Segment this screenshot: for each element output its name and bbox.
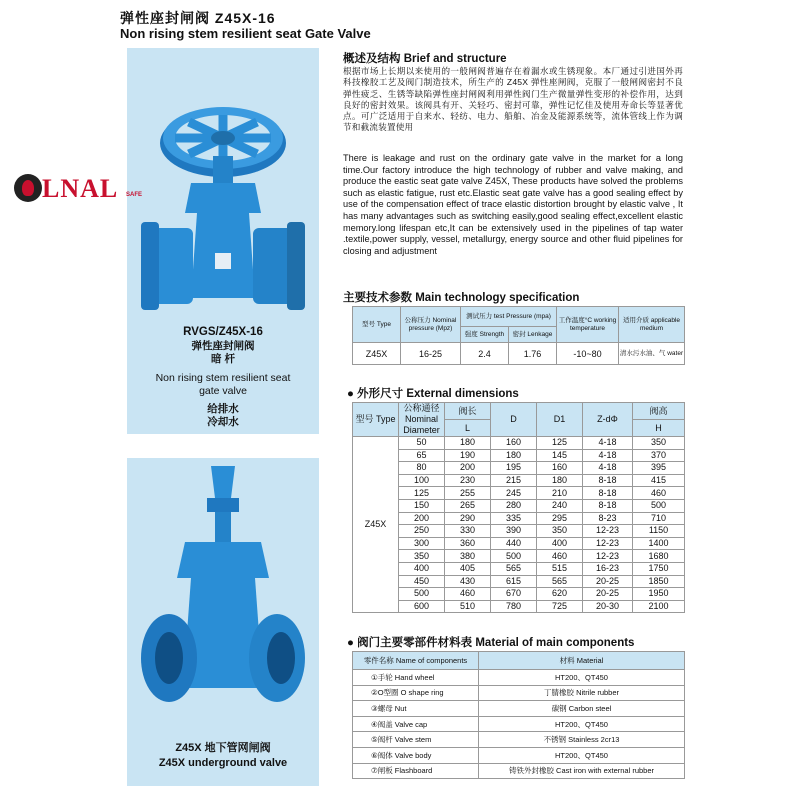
spec-header-strength: 强度 Strength — [461, 327, 509, 343]
table-cell: 12-23 — [583, 537, 633, 550]
table-cell: 160 — [537, 462, 583, 475]
table-cell: 460 — [537, 550, 583, 563]
mat-header-name: 零件名称 Name of components — [353, 652, 479, 670]
table-cell: 20-25 — [583, 588, 633, 601]
table-cell: 1950 — [633, 588, 685, 601]
table-cell: 725 — [537, 600, 583, 613]
overview-text-en: There is leakage and rust on the ordinary gate valve in the market for a long time.Our factory introduce the high technology of rubber and valve making, and produce the eastic seat gate valve Z45X, These products have solved the problems such as elastic fatigue, rust etc.Elastic seat gate valve has a good sealing effect by use of the compensation effect of trace elastic distortion brought by elastic valve , It has many advantages such as switching easily,good sealing effect,excellent elastic memory.long lifespan etc,It can be extensively used in the pipelines of tap water .textile,power supply, vessel, metallurgy, energy source and other fluid pipelines for closing and adjustment — [343, 153, 683, 256]
table-cell: 265 — [445, 499, 491, 512]
table-cell: 290 — [445, 512, 491, 525]
table-cell: 12-23 — [583, 550, 633, 563]
table-cell: 300 — [399, 537, 445, 550]
component-name-cell: ⑥阀体 Valve body — [353, 747, 479, 763]
table-cell: 450 — [399, 575, 445, 588]
table-cell: 4-18 — [583, 437, 633, 450]
component-material-cell: HT200、QT450 — [479, 670, 685, 686]
table-cell: 20-25 — [583, 575, 633, 588]
table-cell: 350 — [399, 550, 445, 563]
component-name-cell: ⑦闸板 Flashboard — [353, 763, 479, 779]
table-row — [353, 499, 685, 512]
spec-header-medium: 适用介质 applicable medium — [619, 307, 685, 343]
component-name-cell: ③螺母 Nut — [353, 701, 479, 717]
materials-heading: ● 阀门主要零部件材料表 Material of main components — [347, 637, 635, 649]
table-cell: 125 — [537, 437, 583, 450]
handwheel-gate-valve-image — [127, 48, 319, 323]
product1-name-en-1: Non rising stem resilient seat — [155, 372, 291, 384]
dim-header-h: H — [633, 420, 685, 437]
spec-header-temp: 工作温度°C working temperature — [557, 307, 619, 343]
spec-leakage: 1.76 — [509, 343, 557, 365]
table-row — [353, 763, 685, 779]
table-cell: 1680 — [633, 550, 685, 563]
dim-header-d1: D1 — [537, 403, 583, 437]
table-row — [353, 600, 685, 613]
table-cell: 620 — [537, 588, 583, 601]
table-cell: 515 — [537, 562, 583, 575]
table-cell: 190 — [445, 449, 491, 462]
logo-flame-shape — [22, 180, 34, 196]
table-cell: 395 — [633, 462, 685, 475]
table-row — [353, 732, 685, 748]
table-cell: 215 — [491, 474, 537, 487]
materials-table — [352, 651, 685, 779]
table-cell: 350 — [633, 437, 685, 450]
table-row — [353, 701, 685, 717]
spec-medium: 清水污水油、气 water — [619, 343, 685, 365]
dim-header-d: D — [491, 403, 537, 437]
dimensions-table — [352, 402, 685, 613]
materials-table-body — [353, 670, 685, 779]
table-cell: 360 — [445, 537, 491, 550]
table-cell: 500 — [633, 499, 685, 512]
product1-model: RVGS/Z45X-16 — [183, 326, 263, 338]
product1-use-2: 冷却水 — [207, 416, 239, 428]
underground-gate-valve-image — [127, 458, 319, 728]
table-cell: 250 — [399, 525, 445, 538]
dimensions-heading-text: 外形尺寸 External dimensions — [357, 388, 519, 400]
table-row — [353, 588, 685, 601]
spec-row — [353, 343, 685, 365]
page-title-en: Non rising stem resilient seat Gate Valve — [120, 26, 371, 41]
table-cell: 210 — [537, 487, 583, 500]
table-row — [353, 562, 685, 575]
table-cell: 195 — [491, 462, 537, 475]
spec-header-type: 型号 Type — [353, 307, 401, 343]
product-panel-1 — [127, 48, 319, 434]
table-cell: 200 — [445, 462, 491, 475]
product1-sub-cn: 暗 杆 — [211, 353, 235, 365]
spec-temp: -10~80 — [557, 343, 619, 365]
logo-subtext: SAFE — [126, 192, 143, 198]
table-row — [353, 670, 685, 686]
spec-nominal: 16-25 — [401, 343, 461, 365]
table-cell: 240 — [537, 499, 583, 512]
dim-header-h-cn: 阀高 — [633, 403, 685, 420]
table-cell: 12-23 — [583, 525, 633, 538]
table-cell: 500 — [399, 588, 445, 601]
table-row — [353, 525, 685, 538]
table-row — [353, 487, 685, 500]
table-cell: 100 — [399, 474, 445, 487]
dim-header-zd: Z-dΦ — [583, 403, 633, 437]
table-cell: 460 — [633, 487, 685, 500]
component-material-cell: 铸铁外封橡胶 Cast iron with external rubber — [479, 763, 685, 779]
component-name-cell: ②O型圈 O shape ring — [353, 685, 479, 701]
table-cell: 180 — [445, 437, 491, 450]
component-material-cell: HT200、QT450 — [479, 747, 685, 763]
table-cell: 710 — [633, 512, 685, 525]
table-cell: 390 — [491, 525, 537, 538]
table-row — [353, 685, 685, 701]
table-cell: 430 — [445, 575, 491, 588]
table-cell: 20-30 — [583, 600, 633, 613]
table-cell: 2100 — [633, 600, 685, 613]
table-cell: 230 — [445, 474, 491, 487]
component-name-cell: ⑤阀杆 Valve stem — [353, 732, 479, 748]
product1-name-cn: 弹性座封闸阀 — [191, 340, 255, 352]
table-cell: 8-18 — [583, 474, 633, 487]
table-cell: 4-18 — [583, 449, 633, 462]
dim-type-cell: Z45X — [353, 437, 399, 613]
page-title-cn: 弹性座封闸阀 Z45X-16 — [120, 10, 276, 26]
spec-heading: 主要技术参数 Main technology specification — [343, 292, 580, 304]
table-cell: 565 — [537, 575, 583, 588]
table-cell: 615 — [491, 575, 537, 588]
dimensions-heading: ● 外形尺寸 External dimensions — [347, 388, 519, 400]
component-name-cell: ④阀盖 Valve cap — [353, 716, 479, 732]
table-row — [353, 437, 685, 450]
mat-header-material: 材料 Material — [479, 652, 685, 670]
product1-name-en-2: gate valve — [199, 385, 247, 397]
table-cell: 1850 — [633, 575, 685, 588]
table-row — [353, 474, 685, 487]
table-cell: 200 — [399, 512, 445, 525]
table-cell: 400 — [537, 537, 583, 550]
table-cell: 8-23 — [583, 512, 633, 525]
table-cell: 150 — [399, 499, 445, 512]
table-cell: 670 — [491, 588, 537, 601]
table-cell: 1400 — [633, 537, 685, 550]
table-cell: 8-18 — [583, 487, 633, 500]
table-row — [353, 575, 685, 588]
spec-table — [352, 306, 685, 365]
table-cell: 370 — [633, 449, 685, 462]
component-material-cell: 不锈钢 Stainless 2cr13 — [479, 732, 685, 748]
product-panel-2 — [127, 458, 319, 786]
component-material-cell: 碳钢 Carbon steel — [479, 701, 685, 717]
table-cell: 565 — [491, 562, 537, 575]
materials-heading-text: 阀门主要零部件材料表 Material of main components — [357, 637, 635, 649]
table-cell: 1750 — [633, 562, 685, 575]
spec-type: Z45X — [353, 343, 401, 365]
logo-text: LNAL — [42, 174, 119, 203]
overview-text-cn: 根据市场上长期以来使用的一般闸阀普遍存在着漏水或生锈现象。本厂通过引进国外再科技橡胶工艺及阀门制造技术，所生产的 Z45X 弹性座闸阀，克服了一般闸阀密封不良弹性疲乏、生锈等缺陷弹性座封闸阀利用弹性阀门生产微量弹性变形的补偿作用，达到良好的密封效果。该阀具有开、关轻巧、密封可靠，弹性记忆佳及使用寿命长等显著优点。可广泛适用于自来水、轻纺、电力、船舶、冶金及能源系统等，流体管线上作为调节和截流装置使用 — [343, 66, 683, 133]
table-cell: 180 — [491, 449, 537, 462]
table-row — [353, 449, 685, 462]
table-cell: 50 — [399, 437, 445, 450]
spec-header-leakage: 密封 Lenkage — [509, 327, 557, 343]
dim-header-l-cn: 阀长 — [445, 403, 491, 420]
table-row — [353, 462, 685, 475]
table-cell: 160 — [491, 437, 537, 450]
table-cell: 780 — [491, 600, 537, 613]
table-cell: 245 — [491, 487, 537, 500]
product2-caption-en: Z45X underground valve — [158, 757, 288, 769]
table-cell: 380 — [445, 550, 491, 563]
dim-header-l: L — [445, 420, 491, 437]
table-row — [353, 537, 685, 550]
component-material-cell: 丁腈橡胶 Nitrile rubber — [479, 685, 685, 701]
overview-heading: 概述及结构 Brief and structure — [343, 53, 507, 65]
table-cell: 415 — [633, 474, 685, 487]
product2-caption-cn: Z45X 地下管网闸阀 — [175, 742, 271, 754]
table-cell: 500 — [491, 550, 537, 563]
table-row — [353, 716, 685, 732]
table-cell: 335 — [491, 512, 537, 525]
spec-strength: 2.4 — [461, 343, 509, 365]
table-cell: 16-23 — [583, 562, 633, 575]
table-cell: 600 — [399, 600, 445, 613]
spec-header-nominal: 公称压力 Nominal pressure (Mpz) — [401, 307, 461, 343]
dimensions-table-body — [353, 437, 685, 613]
table-cell: 1150 — [633, 525, 685, 538]
table-cell: 460 — [445, 588, 491, 601]
table-cell: 255 — [445, 487, 491, 500]
dim-header-type: 型号 Type — [353, 403, 399, 437]
dim-header-dn: 公称通径 Nominal Diameter — [399, 403, 445, 437]
table-cell: 125 — [399, 487, 445, 500]
table-cell: 145 — [537, 449, 583, 462]
table-cell: 330 — [445, 525, 491, 538]
table-cell: 180 — [537, 474, 583, 487]
component-material-cell: HT200、QT450 — [479, 716, 685, 732]
table-cell: 440 — [491, 537, 537, 550]
table-cell: 295 — [537, 512, 583, 525]
table-cell: 4-18 — [583, 462, 633, 475]
product1-use-1: 给排水 — [207, 403, 239, 415]
table-cell: 280 — [491, 499, 537, 512]
table-cell: 80 — [399, 462, 445, 475]
table-row — [353, 747, 685, 763]
component-name-cell: ①手轮 Hand wheel — [353, 670, 479, 686]
table-cell: 65 — [399, 449, 445, 462]
table-cell: 405 — [445, 562, 491, 575]
brand-logo — [8, 172, 148, 212]
table-cell: 350 — [537, 525, 583, 538]
table-row — [353, 550, 685, 563]
spec-header-test: 测试压力 test Pressure (mpa) — [461, 307, 557, 327]
table-cell: 400 — [399, 562, 445, 575]
table-cell: 510 — [445, 600, 491, 613]
table-cell: 8-18 — [583, 499, 633, 512]
table-row — [353, 512, 685, 525]
